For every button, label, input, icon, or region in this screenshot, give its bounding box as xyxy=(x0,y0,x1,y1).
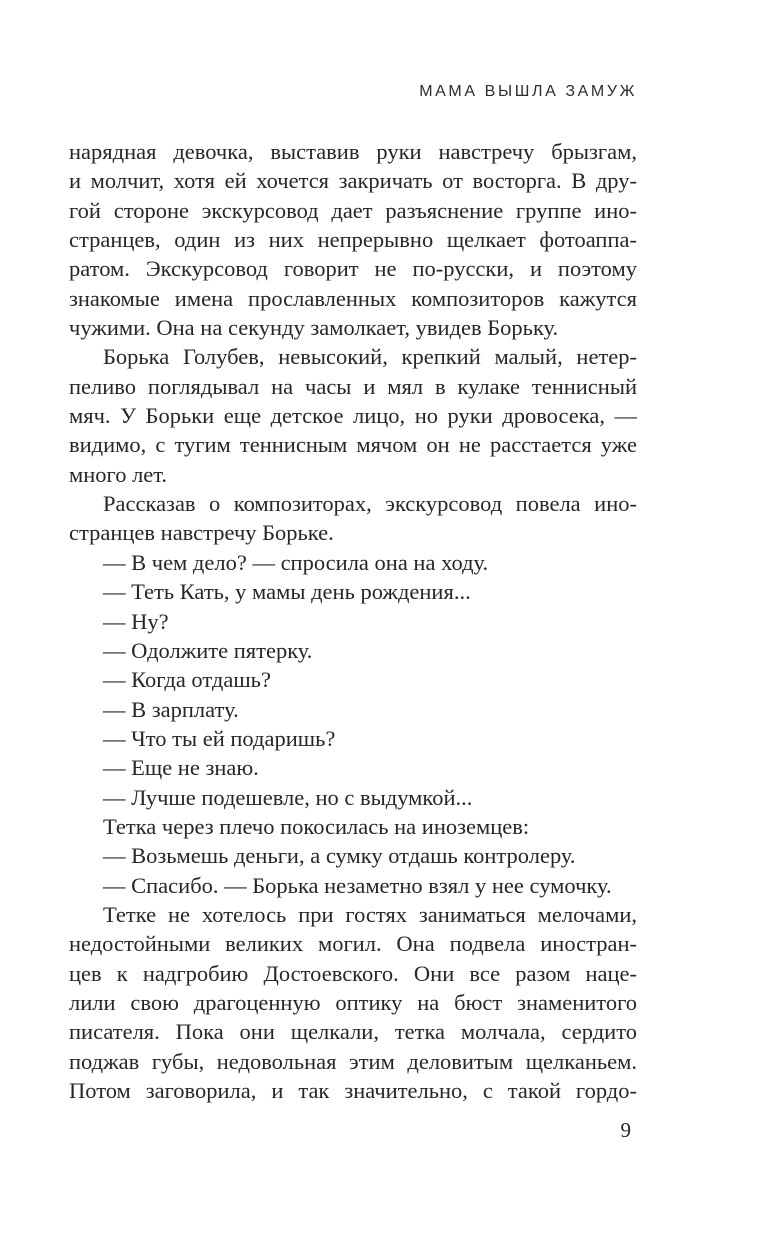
text-line: — Теть Кать, у мамы день рождения... xyxy=(103,579,471,605)
text-line: пеливо поглядывал на часы и мял в кулаке теннисный xyxy=(69,373,637,399)
text-line: цев к надгробию Достоевского. Они все разом наце- xyxy=(69,960,637,986)
running-header: МАМА ВЫШЛА ЗАМУЖ xyxy=(419,83,637,100)
text-line: — Ну? xyxy=(103,608,169,634)
text-line: ратом. Экскурсовод говорит не по-русски, и поэтому xyxy=(69,256,637,282)
text-line: много лет. xyxy=(69,461,168,487)
text-line: — Спасибо. — Борька незаметно взял у нее сумочку. xyxy=(103,872,612,898)
text-line: — Когда отдашь? xyxy=(103,667,271,693)
text-line: Рассказав о композиторах, экскурсовод повела ино- xyxy=(103,491,637,517)
text-line: — Что ты ей подаришь? xyxy=(103,725,336,751)
text-line: чужими. Она на секунду замолкает, увидев Борьку. xyxy=(69,315,559,341)
text-line: Борька Голубев, невысокий, крепкий малый, нетер- xyxy=(103,344,637,370)
text-line: мяч. У Борьки еще детское лицо, но руки дровосека, — xyxy=(69,403,637,429)
text-line: — Лучше подешевле, но с выдумкой... xyxy=(103,784,473,810)
text-line: поджав губы, недовольная этим деловитым щелканьем. xyxy=(69,1048,637,1074)
text-line: странцев навстречу Борьке. xyxy=(69,520,334,546)
text-line: видимо, с тугим теннисным мячом он не расстается уже xyxy=(69,432,637,458)
text-line: и молчит, хотя ей хочется закричать от восторга. В дру- xyxy=(69,168,637,194)
text-line: нарядная девочка, выставив руки навстречу брызгам, xyxy=(69,139,637,164)
text-line: лили свою драгоценную оптику на бюст знаменитого xyxy=(69,989,637,1015)
text-line: знакомые имена прославленных композиторов кажутся xyxy=(69,285,637,311)
text-line: — Одолжите пятерку. xyxy=(103,637,313,663)
text-line: — В чем дело? — спросила она на ходу. xyxy=(103,549,489,575)
text-line: — Возьмешь деньги, а сумку отдашь контролеру. xyxy=(103,843,576,869)
page-number: 9 xyxy=(620,1118,631,1142)
text-line: Потом заговорила, и так значительно, с такой гордо- xyxy=(69,1078,637,1103)
text-line: писателя. Пока они щелкали, тетка молчала, сердито xyxy=(69,1019,637,1045)
body-text xyxy=(69,137,637,1105)
text-line: Тетка через плечо покосилась на иноземцев: xyxy=(103,813,530,839)
text-line: — В зарплату. xyxy=(103,696,239,722)
text-line: — Еще не знаю. xyxy=(103,755,259,781)
text-line: гой стороне экскурсовод дает разъяснение группе ино- xyxy=(69,197,637,223)
text-line: Тетке не хотелось при гостях заниматься мелочами, xyxy=(103,901,637,927)
text-line: странцев, один из них непрерывно щелкает фотоаппа- xyxy=(69,227,637,253)
text-line: недостойными великих могил. Она подвела иностран- xyxy=(69,931,637,957)
